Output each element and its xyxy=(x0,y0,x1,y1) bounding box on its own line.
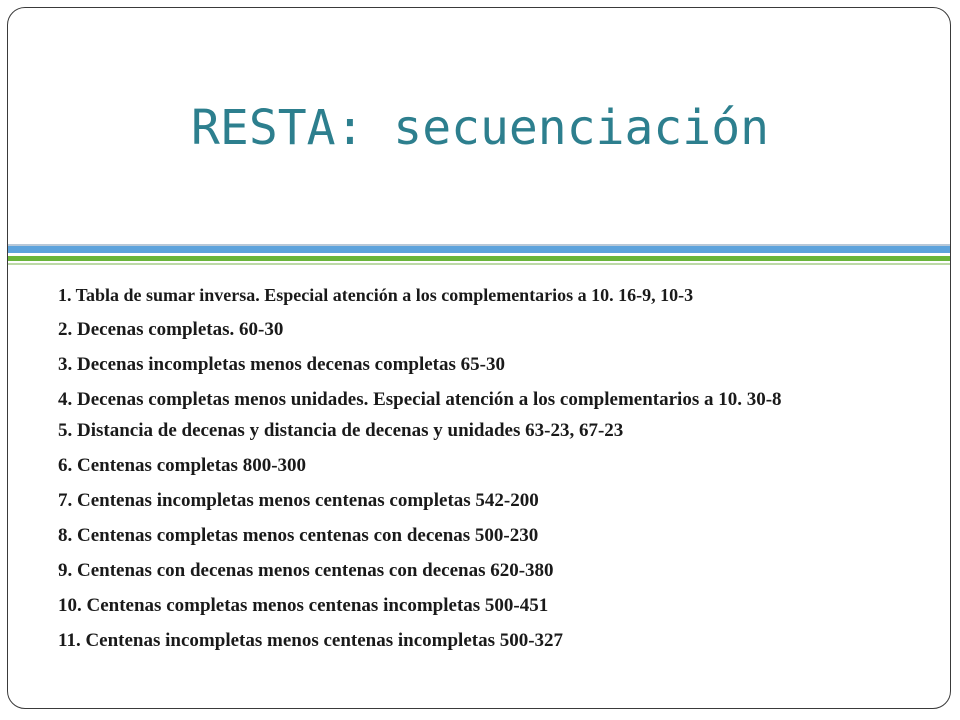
list-item: 11. Centenas incompletas menos centenas incompletas 500-327 xyxy=(58,630,564,651)
list-item: 10. Centenas completas menos centenas incompletas 500-451 xyxy=(58,595,549,616)
slide-frame xyxy=(7,7,951,709)
list-item: 6. Centenas completas 800-300 xyxy=(58,455,307,476)
list-item: 3. Decenas incompletas menos decenas completas 65-30 xyxy=(58,354,505,375)
list-item: 8. Centenas completas menos centenas con decenas 500-230 xyxy=(58,525,539,546)
list-item: 7. Centenas incompletas menos centenas completas 542-200 xyxy=(58,490,539,511)
list-item: 5. Distancia de decenas y distancia de decenas y unidades 63-23, 67-23 xyxy=(58,420,624,441)
list-item: 2. Decenas completas. 60-30 xyxy=(58,319,284,340)
list-item: 4. Decenas completas menos unidades. Especial atención a los complementarios a 10. 30-8 xyxy=(58,389,782,410)
slide-title: RESTA: secuenciación xyxy=(191,100,769,156)
step-list xyxy=(58,284,938,665)
list-item: 1. Tabla de sumar inversa. Especial atención a los complementarios a 10. 16-9, 10-3 xyxy=(58,285,694,305)
list-item: 9. Centenas con decenas menos centenas con decenas 620-380 xyxy=(58,560,554,581)
divider-stripes xyxy=(8,244,951,265)
